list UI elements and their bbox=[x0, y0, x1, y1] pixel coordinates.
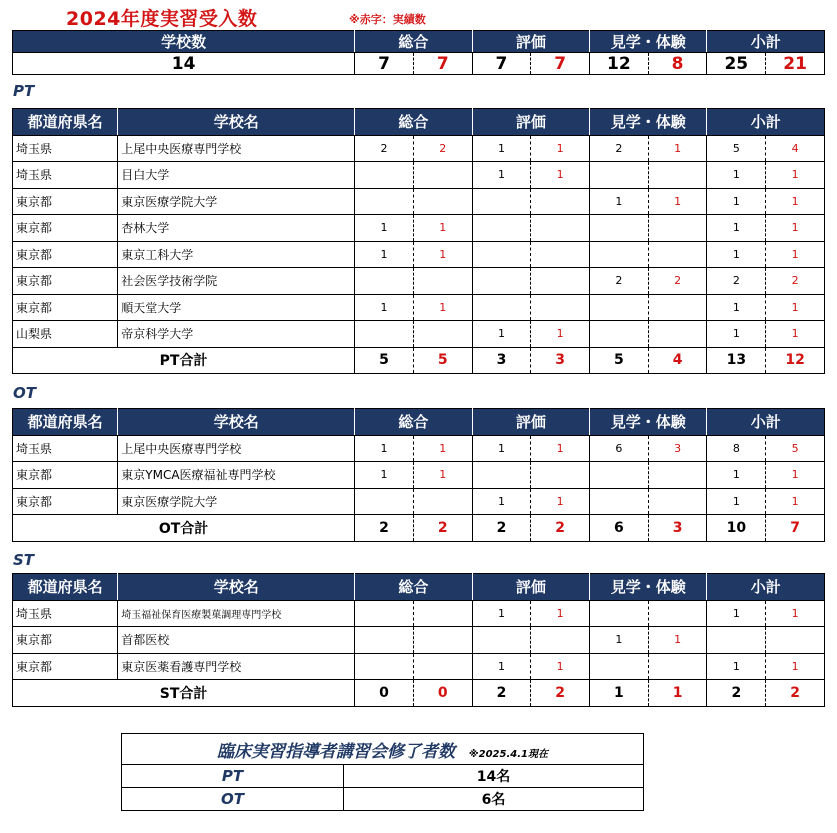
school-cell: 帝京科学大学 bbox=[118, 321, 355, 348]
header-cat2: 評価 bbox=[472, 409, 589, 436]
value-cell: 1 bbox=[531, 135, 590, 162]
value-cell bbox=[472, 188, 531, 215]
value-cell: 1 bbox=[648, 680, 707, 707]
value-cell: 1 bbox=[707, 653, 766, 680]
header-cat1: 総合 bbox=[355, 109, 472, 136]
value-cell: 3 bbox=[648, 435, 707, 462]
value-cell bbox=[590, 462, 649, 489]
value-cell bbox=[590, 215, 649, 242]
header-cat1: 総合 bbox=[355, 31, 472, 53]
value-cell: 1 bbox=[707, 488, 766, 515]
value-cell: 1 bbox=[531, 162, 590, 189]
value-cell: 1 bbox=[472, 162, 531, 189]
value-cell bbox=[648, 321, 707, 348]
value-cell: 1 bbox=[531, 600, 590, 627]
value-cell: 1 bbox=[707, 215, 766, 242]
value-cell: 6 bbox=[590, 435, 649, 462]
value-cell: 2 bbox=[413, 515, 472, 542]
school-cell: 東京医薬看護専門学校 bbox=[118, 653, 355, 680]
table-row bbox=[13, 321, 825, 348]
header-cat3: 見学・体験 bbox=[590, 31, 707, 53]
value-cell bbox=[413, 600, 472, 627]
pref-cell: 東京都 bbox=[13, 294, 118, 321]
header-cat3: 見学・体験 bbox=[590, 574, 707, 601]
school-cell: 社会医学技術学院 bbox=[118, 268, 355, 295]
value-cell: 2 bbox=[766, 680, 825, 707]
value-cell bbox=[648, 462, 707, 489]
value-cell: 2 bbox=[766, 268, 825, 295]
pref-cell: 埼玉県 bbox=[13, 135, 118, 162]
school-cell: 杏林大学 bbox=[118, 215, 355, 242]
value-cell bbox=[355, 321, 414, 348]
school-cell: 順天堂大学 bbox=[118, 294, 355, 321]
value-cell bbox=[648, 653, 707, 680]
value-cell: 7 bbox=[472, 53, 531, 75]
pref-cell: 埼玉県 bbox=[13, 435, 118, 462]
header-cat4: 小計 bbox=[707, 574, 825, 601]
value-cell: 1 bbox=[531, 435, 590, 462]
header-row bbox=[13, 409, 825, 436]
summary-table bbox=[12, 30, 825, 75]
value-cell: 1 bbox=[766, 188, 825, 215]
header-school: 学校名 bbox=[118, 109, 355, 136]
value-cell: 1 bbox=[766, 653, 825, 680]
school-cell: 首都医校 bbox=[118, 627, 355, 654]
value-cell: 1 bbox=[355, 241, 414, 268]
value-cell: 1 bbox=[707, 600, 766, 627]
value-cell: 2 bbox=[707, 268, 766, 295]
value-cell: 1 bbox=[707, 462, 766, 489]
value-cell: 7 bbox=[355, 53, 414, 75]
value-cell bbox=[472, 294, 531, 321]
value-cell: 1 bbox=[472, 653, 531, 680]
value-cell: 1 bbox=[531, 488, 590, 515]
header-cat4: 小計 bbox=[707, 31, 825, 53]
value-cell bbox=[472, 268, 531, 295]
value-cell bbox=[648, 600, 707, 627]
header-pref: 都道府県名 bbox=[13, 109, 118, 136]
value-cell bbox=[355, 600, 414, 627]
school-cell: 上尾中央医療専門学校 bbox=[118, 435, 355, 462]
value-cell bbox=[590, 321, 649, 348]
certified-asof: ※2025.4.1現在 bbox=[468, 748, 548, 760]
header-cat2: 評価 bbox=[472, 31, 589, 53]
value-cell bbox=[648, 241, 707, 268]
section-label-ot: OT bbox=[13, 384, 36, 402]
header-cat1: 総合 bbox=[355, 409, 472, 436]
value-cell: 2 bbox=[355, 515, 414, 542]
value-cell: 1 bbox=[707, 321, 766, 348]
value-cell: 12 bbox=[590, 53, 649, 75]
value-cell: 4 bbox=[766, 135, 825, 162]
total-row bbox=[13, 515, 825, 542]
pref-cell: 東京都 bbox=[13, 488, 118, 515]
value-cell: 1 bbox=[648, 627, 707, 654]
school-cell: 東京工科大学 bbox=[118, 241, 355, 268]
total-label: OT合計 bbox=[13, 515, 355, 542]
value-cell bbox=[355, 488, 414, 515]
certified-row bbox=[122, 788, 644, 811]
value-cell bbox=[590, 294, 649, 321]
value-cell bbox=[413, 627, 472, 654]
value-cell bbox=[472, 215, 531, 242]
value-cell bbox=[590, 653, 649, 680]
value-cell: 2 bbox=[707, 680, 766, 707]
value-cell: 1 bbox=[766, 321, 825, 348]
value-cell: 1 bbox=[472, 321, 531, 348]
certified-title-cell bbox=[122, 734, 644, 765]
value-cell bbox=[590, 241, 649, 268]
value-cell bbox=[590, 488, 649, 515]
value-cell: 2 bbox=[472, 680, 531, 707]
value-cell: 1 bbox=[707, 188, 766, 215]
table-row bbox=[13, 294, 825, 321]
value-cell: 1 bbox=[590, 680, 649, 707]
pt-table bbox=[12, 108, 825, 374]
value-cell: 1 bbox=[648, 135, 707, 162]
certified-label: OT bbox=[122, 788, 344, 811]
value-cell: 1 bbox=[590, 188, 649, 215]
table-row bbox=[13, 600, 825, 627]
value-cell: 1 bbox=[766, 462, 825, 489]
value-cell: 25 bbox=[707, 53, 766, 75]
page-title: 2024年度実習受入数 bbox=[66, 8, 258, 30]
header-row bbox=[13, 109, 825, 136]
school-cell: 上尾中央医療専門学校 bbox=[118, 135, 355, 162]
section-label-st: ST bbox=[13, 551, 35, 569]
pref-cell: 東京都 bbox=[13, 215, 118, 242]
value-cell: 1 bbox=[355, 294, 414, 321]
table-row bbox=[13, 135, 825, 162]
value-cell: 1 bbox=[707, 241, 766, 268]
value-cell bbox=[648, 488, 707, 515]
value-cell: 2 bbox=[413, 135, 472, 162]
value-cell: 1 bbox=[707, 162, 766, 189]
pref-cell: 山梨県 bbox=[13, 321, 118, 348]
value-cell: 7 bbox=[766, 515, 825, 542]
table-row bbox=[13, 462, 825, 489]
table-row bbox=[13, 215, 825, 242]
value-cell: 5 bbox=[413, 347, 472, 374]
value-cell bbox=[531, 215, 590, 242]
value-cell: 1 bbox=[472, 435, 531, 462]
pref-cell: 東京都 bbox=[13, 462, 118, 489]
certified-row bbox=[122, 765, 644, 788]
st-table bbox=[12, 573, 825, 707]
value-cell bbox=[531, 294, 590, 321]
value-cell bbox=[413, 268, 472, 295]
table-row bbox=[13, 627, 825, 654]
value-cell bbox=[590, 600, 649, 627]
school-cell: 東京医療学院大学 bbox=[118, 188, 355, 215]
certified-value: 6名 bbox=[344, 788, 644, 811]
header-pref: 都道府県名 bbox=[13, 574, 118, 601]
header-school: 学校名 bbox=[118, 574, 355, 601]
value-cell: 1 bbox=[355, 215, 414, 242]
value-cell: 1 bbox=[413, 435, 472, 462]
certified-value: 14名 bbox=[344, 765, 644, 788]
pref-cell: 東京都 bbox=[13, 268, 118, 295]
table-row bbox=[13, 188, 825, 215]
total-label: PT合計 bbox=[13, 347, 355, 374]
section-label-pt: PT bbox=[13, 82, 35, 100]
table-row bbox=[13, 241, 825, 268]
total-row bbox=[13, 680, 825, 707]
value-cell: 5 bbox=[355, 347, 414, 374]
value-cell bbox=[531, 462, 590, 489]
value-cell: 1 bbox=[413, 462, 472, 489]
value-cell: 2 bbox=[472, 515, 531, 542]
value-cell bbox=[355, 188, 414, 215]
value-cell bbox=[472, 627, 531, 654]
header-school-count: 学校数 bbox=[13, 31, 355, 53]
value-cell: 12 bbox=[766, 347, 825, 374]
summary-values-row bbox=[13, 53, 825, 75]
value-cell: 2 bbox=[590, 135, 649, 162]
pref-cell: 東京都 bbox=[13, 627, 118, 654]
header-cat2: 評価 bbox=[472, 109, 589, 136]
value-cell bbox=[355, 653, 414, 680]
header-cat3: 見学・体験 bbox=[590, 109, 707, 136]
value-cell: 2 bbox=[531, 680, 590, 707]
table-row bbox=[13, 488, 825, 515]
value-cell: 3 bbox=[531, 347, 590, 374]
pref-cell: 埼玉県 bbox=[13, 600, 118, 627]
value-cell: 1 bbox=[413, 294, 472, 321]
value-cell: 1 bbox=[355, 462, 414, 489]
value-cell: 1 bbox=[531, 321, 590, 348]
table-row bbox=[13, 162, 825, 189]
value-cell: 5 bbox=[590, 347, 649, 374]
value-cell: 2 bbox=[590, 268, 649, 295]
value-cell: 2 bbox=[648, 268, 707, 295]
value-cell bbox=[355, 162, 414, 189]
value-cell bbox=[531, 268, 590, 295]
value-cell bbox=[355, 627, 414, 654]
school-cell: 目白大学 bbox=[118, 162, 355, 189]
value-cell bbox=[413, 162, 472, 189]
value-cell: 2 bbox=[355, 135, 414, 162]
school-cell: 東京医療学院大学 bbox=[118, 488, 355, 515]
value-cell: 0 bbox=[413, 680, 472, 707]
value-cell: 1 bbox=[766, 488, 825, 515]
value-cell: 1 bbox=[766, 600, 825, 627]
header-cat4: 小計 bbox=[707, 409, 825, 436]
ot-table bbox=[12, 408, 825, 542]
pref-cell: 東京都 bbox=[13, 241, 118, 268]
value-cell: 1 bbox=[766, 294, 825, 321]
value-cell: 1 bbox=[766, 215, 825, 242]
value-cell: 1 bbox=[355, 435, 414, 462]
value-cell: 10 bbox=[707, 515, 766, 542]
header-school: 学校名 bbox=[118, 409, 355, 436]
table-row bbox=[13, 653, 825, 680]
value-cell bbox=[648, 294, 707, 321]
school-cell: 埼玉福祉保育医療製菓調理専門学校 bbox=[118, 600, 355, 627]
header-cat3: 見学・体験 bbox=[590, 409, 707, 436]
header-cat2: 評価 bbox=[472, 574, 589, 601]
legend-note: ※赤字：実績数 bbox=[349, 13, 426, 26]
summary-header-row bbox=[13, 31, 825, 53]
value-cell: 2 bbox=[531, 515, 590, 542]
value-cell bbox=[531, 188, 590, 215]
table-row bbox=[13, 435, 825, 462]
value-cell bbox=[531, 241, 590, 268]
table-row bbox=[13, 268, 825, 295]
header-cat1: 総合 bbox=[355, 574, 472, 601]
value-cell: 1 bbox=[472, 600, 531, 627]
total-label: ST合計 bbox=[13, 680, 355, 707]
certified-title-row bbox=[122, 734, 644, 765]
pref-cell: 東京都 bbox=[13, 188, 118, 215]
value-cell bbox=[413, 488, 472, 515]
value-cell: 4 bbox=[648, 347, 707, 374]
value-cell: 1 bbox=[413, 241, 472, 268]
value-cell: 1 bbox=[413, 215, 472, 242]
value-cell bbox=[648, 215, 707, 242]
value-cell: 7 bbox=[531, 53, 590, 75]
school-cell: 東京YMCA医療福祉専門学校 bbox=[118, 462, 355, 489]
value-cell: 1 bbox=[766, 162, 825, 189]
value-cell bbox=[766, 627, 825, 654]
certified-table bbox=[121, 733, 644, 811]
value-cell: 21 bbox=[766, 53, 825, 75]
value-cell bbox=[355, 268, 414, 295]
value-cell: 1 bbox=[472, 488, 531, 515]
certified-label: PT bbox=[122, 765, 344, 788]
value-cell: 0 bbox=[355, 680, 414, 707]
value-cell bbox=[413, 321, 472, 348]
value-cell bbox=[413, 653, 472, 680]
certified-title: 臨床実習指導者講習会修了者数 bbox=[217, 741, 455, 762]
total-row bbox=[13, 347, 825, 374]
value-cell bbox=[590, 162, 649, 189]
value-cell: 8 bbox=[707, 435, 766, 462]
value-cell bbox=[648, 162, 707, 189]
value-cell: 3 bbox=[472, 347, 531, 374]
value-cell: 1 bbox=[472, 135, 531, 162]
value-cell bbox=[531, 627, 590, 654]
value-cell: 6 bbox=[590, 515, 649, 542]
value-cell bbox=[413, 188, 472, 215]
pref-cell: 東京都 bbox=[13, 653, 118, 680]
value-cell bbox=[707, 627, 766, 654]
value-cell: 1 bbox=[766, 241, 825, 268]
value-cell: 5 bbox=[766, 435, 825, 462]
pref-cell: 埼玉県 bbox=[13, 162, 118, 189]
value-cell: 1 bbox=[531, 653, 590, 680]
value-cell bbox=[472, 241, 531, 268]
value-cell: 1 bbox=[648, 188, 707, 215]
value-cell: 1 bbox=[590, 627, 649, 654]
value-cell: 5 bbox=[707, 135, 766, 162]
value-cell: 3 bbox=[648, 515, 707, 542]
value-cell: 1 bbox=[707, 294, 766, 321]
value-cell: 7 bbox=[413, 53, 472, 75]
header-pref: 都道府県名 bbox=[13, 409, 118, 436]
header-row bbox=[13, 574, 825, 601]
header-cat4: 小計 bbox=[707, 109, 825, 136]
value-cell: 8 bbox=[648, 53, 707, 75]
value-cell: 13 bbox=[707, 347, 766, 374]
value-cell bbox=[472, 462, 531, 489]
school-count: 14 bbox=[13, 53, 355, 75]
